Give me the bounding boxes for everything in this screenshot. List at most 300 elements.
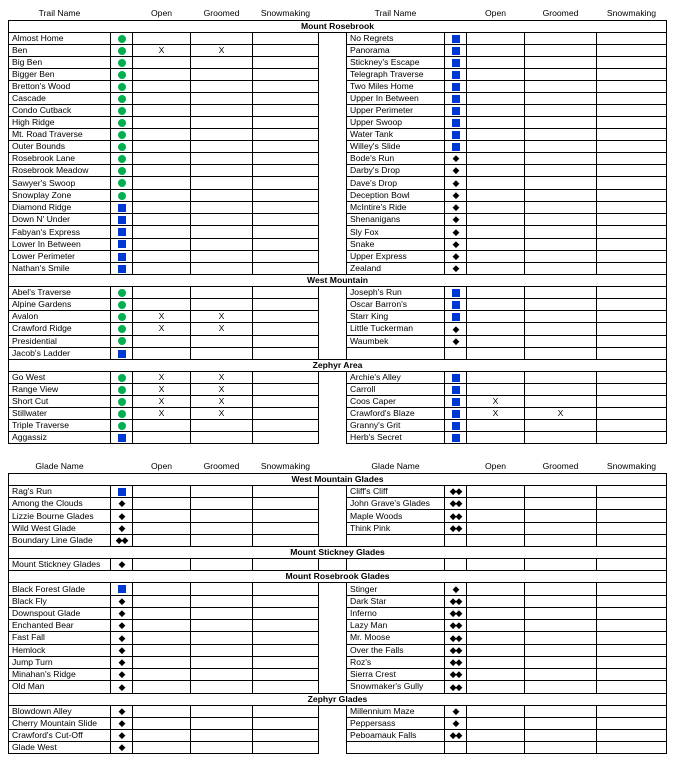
name-cell: High Ridge bbox=[9, 117, 111, 129]
open-cell bbox=[133, 510, 191, 522]
difficulty-cell bbox=[445, 383, 467, 395]
green-circle-icon bbox=[118, 83, 126, 91]
glade-row bbox=[9, 486, 667, 498]
snowmaking-cell bbox=[597, 250, 667, 262]
difficulty-cell bbox=[111, 583, 133, 595]
snowmaking-cell bbox=[597, 559, 667, 571]
name-cell: Archie's Alley bbox=[347, 371, 445, 383]
trail-row bbox=[9, 189, 667, 201]
groomed-cell bbox=[191, 93, 253, 105]
difficulty-cell bbox=[445, 299, 467, 311]
name-cell: Herb's Secret bbox=[347, 431, 445, 443]
difficulty-cell bbox=[445, 407, 467, 419]
name-cell: Upper Perimeter bbox=[347, 105, 445, 117]
trail-row bbox=[9, 347, 667, 359]
name-cell: Maple Woods bbox=[347, 510, 445, 522]
column-gap bbox=[319, 105, 347, 117]
column-gap bbox=[319, 486, 347, 498]
name-cell bbox=[347, 742, 445, 754]
green-circle-icon bbox=[118, 143, 126, 151]
snowmaking-cell bbox=[597, 33, 667, 45]
difficulty-cell bbox=[111, 742, 133, 754]
snowmaking-cell bbox=[253, 214, 319, 226]
groomed-cell bbox=[525, 656, 597, 668]
difficulty-cell bbox=[445, 45, 467, 57]
groomed-cell bbox=[191, 177, 253, 189]
black-diamond-icon: ◆ bbox=[452, 189, 459, 200]
open-cell bbox=[467, 117, 525, 129]
blue-square-icon bbox=[452, 119, 460, 127]
name-cell: Rosebrook Meadow bbox=[9, 165, 111, 177]
name-cell: Fabyan's Express bbox=[9, 226, 111, 238]
open-cell bbox=[133, 419, 191, 431]
glade-row bbox=[9, 644, 667, 656]
blue-square-icon bbox=[452, 386, 460, 394]
column-gap bbox=[319, 632, 347, 644]
open-cell bbox=[133, 189, 191, 201]
snowmaking-cell bbox=[597, 238, 667, 250]
groomed-cell bbox=[525, 129, 597, 141]
snowmaking-cell bbox=[253, 371, 319, 383]
difficulty-cell bbox=[111, 347, 133, 359]
snowmaking-cell bbox=[253, 498, 319, 510]
groomed-cell bbox=[525, 299, 597, 311]
open-cell: X bbox=[467, 395, 525, 407]
snowmaking-cell bbox=[253, 153, 319, 165]
name-cell: Lower In Between bbox=[9, 238, 111, 250]
groomed-cell bbox=[191, 656, 253, 668]
open-cell bbox=[467, 323, 525, 335]
name-cell: Starr King bbox=[347, 311, 445, 323]
difficulty-cell bbox=[111, 45, 133, 57]
name-cell: Bigger Ben bbox=[9, 69, 111, 81]
difficulty-cell bbox=[445, 644, 467, 656]
snowmaking-cell bbox=[253, 486, 319, 498]
trail-row bbox=[9, 383, 667, 395]
difficulty-cell bbox=[111, 311, 133, 323]
trail-row bbox=[9, 93, 667, 105]
groomed-cell bbox=[191, 347, 253, 359]
snowmaking-cell bbox=[253, 583, 319, 595]
open-cell bbox=[467, 669, 525, 681]
groomed-cell bbox=[191, 717, 253, 729]
open-cell bbox=[133, 729, 191, 741]
groomed-cell bbox=[525, 559, 597, 571]
name-cell: Water Tank bbox=[347, 129, 445, 141]
snowmaking-cell bbox=[597, 510, 667, 522]
snowmaking-cell bbox=[597, 371, 667, 383]
trail-row bbox=[9, 141, 667, 153]
column-gap bbox=[319, 371, 347, 383]
groomed-cell bbox=[191, 263, 253, 275]
snowmaking-cell bbox=[253, 201, 319, 213]
snowmaking-cell bbox=[597, 729, 667, 741]
open-cell bbox=[467, 419, 525, 431]
column-gap bbox=[319, 250, 347, 262]
black-diamond-icon: ◆ bbox=[452, 251, 459, 262]
column-gap bbox=[319, 395, 347, 407]
difficulty-cell bbox=[445, 395, 467, 407]
snowmaking-cell bbox=[253, 559, 319, 571]
name-cell: Deception Bowl bbox=[347, 189, 445, 201]
snowmaking-cell bbox=[597, 656, 667, 668]
groomed-cell bbox=[525, 287, 597, 299]
green-circle-icon bbox=[118, 386, 126, 394]
difficulty-cell bbox=[445, 81, 467, 93]
snowmaking-cell bbox=[597, 705, 667, 717]
open-cell bbox=[133, 534, 191, 546]
name-cell: Over the Falls bbox=[347, 644, 445, 656]
open-cell bbox=[467, 717, 525, 729]
trail-row bbox=[9, 250, 667, 262]
blue-square-icon bbox=[118, 488, 126, 496]
symbol-header-left bbox=[111, 6, 133, 21]
green-circle-icon bbox=[118, 374, 126, 382]
blue-square-icon bbox=[118, 585, 126, 593]
column-gap bbox=[319, 534, 347, 546]
difficulty-cell bbox=[445, 105, 467, 117]
black-diamond-icon: ◆ bbox=[452, 335, 459, 346]
name-cell: Triple Traverse bbox=[9, 419, 111, 431]
difficulty-cell bbox=[111, 431, 133, 443]
name-cell: Lazy Man bbox=[347, 620, 445, 632]
open-cell bbox=[467, 263, 525, 275]
section-title: Zephyr Glades bbox=[9, 693, 667, 705]
snowmaking-cell bbox=[253, 105, 319, 117]
name-cell: Lizzie Bourne Glades bbox=[9, 510, 111, 522]
snowmaking-cell bbox=[597, 534, 667, 546]
difficulty-cell bbox=[445, 201, 467, 213]
name-cell: Millennium Maze bbox=[347, 705, 445, 717]
open-cell bbox=[467, 510, 525, 522]
groomed-cell bbox=[191, 522, 253, 534]
trail-row bbox=[9, 33, 667, 45]
snowmaking-cell bbox=[253, 45, 319, 57]
name-cell: Down N' Under bbox=[9, 214, 111, 226]
column-gap bbox=[319, 620, 347, 632]
difficulty-cell bbox=[445, 141, 467, 153]
trail-row bbox=[9, 177, 667, 189]
name-cell: Peboamauk Falls bbox=[347, 729, 445, 741]
groomed-cell bbox=[191, 214, 253, 226]
black-diamond-icon: ◆ bbox=[452, 214, 459, 225]
open-cell bbox=[133, 620, 191, 632]
groomed-cell bbox=[525, 669, 597, 681]
open-cell bbox=[467, 431, 525, 443]
open-cell bbox=[133, 583, 191, 595]
green-circle-icon bbox=[118, 95, 126, 103]
glade-row bbox=[9, 742, 667, 754]
snowmaking-cell bbox=[253, 311, 319, 323]
green-circle-icon bbox=[118, 337, 126, 345]
open-cell bbox=[133, 165, 191, 177]
snowmaking-cell bbox=[597, 177, 667, 189]
name-cell: Telegraph Traverse bbox=[347, 69, 445, 81]
name-cell: Two Miles Home bbox=[347, 81, 445, 93]
snowmaking-cell bbox=[597, 129, 667, 141]
snowmaking-cell bbox=[597, 742, 667, 754]
difficulty-cell bbox=[111, 559, 133, 571]
name-cell: Shenanigans bbox=[347, 214, 445, 226]
name-header-left: Glade Name bbox=[35, 461, 84, 471]
open-cell bbox=[467, 607, 525, 619]
column-gap bbox=[319, 287, 347, 299]
groomed-cell bbox=[525, 105, 597, 117]
column-gap bbox=[319, 189, 347, 201]
open-cell bbox=[467, 93, 525, 105]
difficulty-cell bbox=[445, 419, 467, 431]
open-cell bbox=[133, 250, 191, 262]
groomed-cell bbox=[525, 705, 597, 717]
open-cell bbox=[467, 486, 525, 498]
groomed-cell bbox=[191, 607, 253, 619]
glade-row bbox=[9, 559, 667, 571]
groomed-cell bbox=[525, 311, 597, 323]
groomed-header-right: Groomed bbox=[542, 8, 579, 18]
open-cell bbox=[133, 486, 191, 498]
name-cell: Crawford's Cut-Off bbox=[9, 729, 111, 741]
column-gap bbox=[319, 419, 347, 431]
section-title: Mount Stickney Glades bbox=[9, 547, 667, 559]
green-circle-icon bbox=[118, 301, 126, 309]
groomed-cell: X bbox=[525, 407, 597, 419]
open-cell bbox=[133, 632, 191, 644]
snowmaking-cell bbox=[253, 407, 319, 419]
section-title: Mount Rosebrook bbox=[9, 21, 667, 33]
double-black-diamond-icon: ◆◆ bbox=[449, 620, 462, 631]
trail-row bbox=[9, 431, 667, 443]
black-diamond-icon: ◆ bbox=[118, 681, 125, 692]
column-gap bbox=[319, 177, 347, 189]
blue-square-icon bbox=[452, 71, 460, 79]
open-cell: X bbox=[133, 371, 191, 383]
column-gap bbox=[319, 681, 347, 693]
open-cell bbox=[467, 165, 525, 177]
snowmaking-cell bbox=[597, 681, 667, 693]
open-cell bbox=[133, 431, 191, 443]
trail-table-body bbox=[9, 6, 667, 443]
snowmaking-cell bbox=[253, 33, 319, 45]
groomed-cell bbox=[525, 620, 597, 632]
snowmaking-cell bbox=[597, 498, 667, 510]
name-cell: Crawford Ridge bbox=[9, 323, 111, 335]
groomed-cell bbox=[525, 250, 597, 262]
snowmaking-cell bbox=[597, 583, 667, 595]
trail-row bbox=[9, 335, 667, 347]
blue-square-icon bbox=[452, 374, 460, 382]
difficulty-cell bbox=[111, 419, 133, 431]
groomed-cell bbox=[191, 287, 253, 299]
open-cell bbox=[467, 153, 525, 165]
glade-row bbox=[9, 498, 667, 510]
groomed-cell bbox=[191, 595, 253, 607]
column-gap bbox=[319, 263, 347, 275]
difficulty-cell bbox=[111, 287, 133, 299]
open-cell bbox=[467, 287, 525, 299]
groomed-cell: X bbox=[191, 45, 253, 57]
blue-square-icon bbox=[452, 422, 460, 430]
difficulty-cell bbox=[111, 93, 133, 105]
snowmaking-cell bbox=[597, 486, 667, 498]
green-circle-icon bbox=[118, 179, 126, 187]
groomed-cell bbox=[191, 431, 253, 443]
name-cell: Stinger bbox=[347, 583, 445, 595]
groomed-cell bbox=[525, 395, 597, 407]
snowmaking-cell bbox=[253, 238, 319, 250]
difficulty-cell bbox=[111, 129, 133, 141]
black-diamond-icon: ◆ bbox=[118, 522, 125, 533]
groomed-cell bbox=[525, 69, 597, 81]
column-gap bbox=[319, 407, 347, 419]
difficulty-cell bbox=[445, 153, 467, 165]
trail-row bbox=[9, 287, 667, 299]
open-cell: X bbox=[133, 407, 191, 419]
snowmaking-cell bbox=[597, 57, 667, 69]
difficulty-cell bbox=[111, 117, 133, 129]
trail-row bbox=[9, 311, 667, 323]
trail-row bbox=[9, 45, 667, 57]
snowmaking-cell bbox=[597, 383, 667, 395]
name-cell: Sly Fox bbox=[347, 226, 445, 238]
open-cell bbox=[133, 117, 191, 129]
blue-square-icon bbox=[118, 228, 126, 236]
groomed-cell bbox=[191, 299, 253, 311]
header-row bbox=[9, 459, 667, 474]
black-diamond-icon: ◆ bbox=[118, 559, 125, 570]
blue-square-icon bbox=[452, 301, 460, 309]
name-header-right: Glade Name bbox=[371, 461, 420, 471]
open-cell bbox=[467, 177, 525, 189]
difficulty-cell bbox=[445, 681, 467, 693]
column-gap bbox=[319, 323, 347, 335]
open-cell bbox=[133, 177, 191, 189]
section-title: Mount Rosebrook Glades bbox=[9, 571, 667, 583]
blue-square-icon bbox=[118, 253, 126, 261]
glade-status-table bbox=[8, 459, 667, 754]
open-cell bbox=[467, 238, 525, 250]
glade-row bbox=[9, 534, 667, 546]
trail-row bbox=[9, 153, 667, 165]
difficulty-cell bbox=[111, 395, 133, 407]
name-cell: Peppersass bbox=[347, 717, 445, 729]
groomed-cell bbox=[525, 534, 597, 546]
difficulty-cell bbox=[445, 534, 467, 546]
black-diamond-icon: ◆ bbox=[118, 595, 125, 606]
green-circle-icon bbox=[118, 325, 126, 333]
difficulty-cell bbox=[445, 69, 467, 81]
groomed-cell bbox=[191, 534, 253, 546]
column-gap bbox=[319, 705, 347, 717]
name-cell bbox=[347, 534, 445, 546]
open-cell: X bbox=[133, 311, 191, 323]
snowmaking-cell bbox=[597, 407, 667, 419]
open-cell bbox=[467, 214, 525, 226]
open-cell bbox=[467, 559, 525, 571]
groomed-cell bbox=[525, 323, 597, 335]
column-gap bbox=[319, 431, 347, 443]
difficulty-cell bbox=[445, 620, 467, 632]
groomed-cell bbox=[525, 263, 597, 275]
snowmaking-cell bbox=[597, 214, 667, 226]
groomed-cell bbox=[525, 57, 597, 69]
open-cell: X bbox=[467, 407, 525, 419]
name-cell: Mr. Moose bbox=[347, 632, 445, 644]
snowmaking-cell bbox=[597, 595, 667, 607]
blue-square-icon bbox=[452, 410, 460, 418]
difficulty-cell bbox=[445, 165, 467, 177]
groomed-cell: X bbox=[191, 395, 253, 407]
open-cell bbox=[467, 632, 525, 644]
difficulty-cell bbox=[445, 347, 467, 359]
snowmaking-cell bbox=[597, 117, 667, 129]
groomed-cell: X bbox=[191, 383, 253, 395]
trail-row bbox=[9, 371, 667, 383]
black-diamond-icon: ◆ bbox=[118, 705, 125, 716]
double-black-diamond-icon: ◆◆ bbox=[449, 608, 462, 619]
snowmaking-cell bbox=[253, 644, 319, 656]
difficulty-cell bbox=[445, 117, 467, 129]
open-cell bbox=[133, 347, 191, 359]
snowmaking-cell bbox=[253, 522, 319, 534]
snowmaking-cell bbox=[253, 632, 319, 644]
open-cell bbox=[467, 335, 525, 347]
name-cell: Carroll bbox=[347, 383, 445, 395]
black-diamond-icon: ◆ bbox=[118, 669, 125, 680]
snowmaking-cell bbox=[597, 395, 667, 407]
groomed-cell bbox=[191, 250, 253, 262]
snowmaking-cell bbox=[597, 141, 667, 153]
green-circle-icon bbox=[118, 131, 126, 139]
difficulty-cell bbox=[445, 729, 467, 741]
name-cell: Cherry Mountain Slide bbox=[9, 717, 111, 729]
black-diamond-icon: ◆ bbox=[118, 608, 125, 619]
column-gap bbox=[319, 742, 347, 754]
groomed-cell bbox=[525, 607, 597, 619]
groomed-cell bbox=[191, 669, 253, 681]
open-cell bbox=[467, 347, 525, 359]
trail-row bbox=[9, 226, 667, 238]
open-cell bbox=[133, 742, 191, 754]
snowmaking-cell bbox=[597, 287, 667, 299]
snowmaking-cell bbox=[253, 669, 319, 681]
snowmaking-cell bbox=[597, 620, 667, 632]
column-gap bbox=[319, 299, 347, 311]
snowmaking-cell bbox=[597, 347, 667, 359]
snowmaking-cell bbox=[253, 263, 319, 275]
blue-square-icon bbox=[118, 240, 126, 248]
groomed-cell bbox=[525, 419, 597, 431]
difficulty-cell bbox=[111, 226, 133, 238]
column-gap bbox=[319, 656, 347, 668]
blue-square-icon bbox=[452, 143, 460, 151]
difficulty-cell bbox=[445, 189, 467, 201]
difficulty-cell bbox=[445, 238, 467, 250]
green-circle-icon bbox=[118, 192, 126, 200]
green-circle-icon bbox=[118, 289, 126, 297]
section-row bbox=[9, 693, 667, 705]
difficulty-cell bbox=[111, 656, 133, 668]
green-circle-icon bbox=[118, 398, 126, 406]
symbol-header-right bbox=[445, 6, 467, 21]
difficulty-cell bbox=[111, 498, 133, 510]
snowmaking-cell bbox=[253, 383, 319, 395]
black-diamond-icon: ◆ bbox=[452, 323, 459, 334]
open-cell: X bbox=[133, 383, 191, 395]
difficulty-cell bbox=[111, 486, 133, 498]
open-cell: X bbox=[133, 323, 191, 335]
name-cell: Mt. Road Traverse bbox=[9, 129, 111, 141]
difficulty-cell bbox=[445, 656, 467, 668]
